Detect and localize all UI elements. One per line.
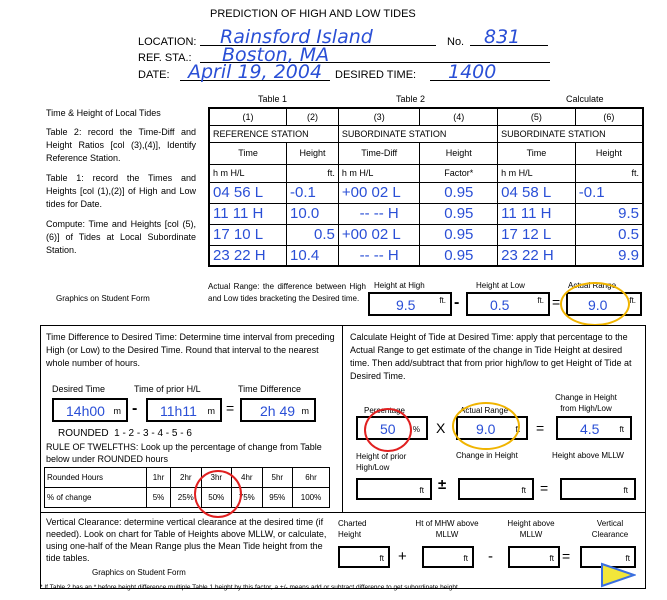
- unit-cell: ft.: [287, 164, 339, 182]
- prior-time-label: Time of prior H/L: [134, 384, 201, 394]
- subordinate-station-header-2: SUBORDINATE STATION: [498, 125, 643, 142]
- ref-value: Boston, MA: [222, 44, 330, 66]
- actual-range-value: 9.0: [588, 297, 608, 313]
- table-cell: 9.5: [575, 203, 643, 224]
- table-cell: Rounded Hours: [45, 468, 147, 488]
- height-at-high-value: 9.5: [396, 297, 416, 313]
- unit-label: ft: [515, 425, 520, 434]
- station-row: [209, 125, 643, 142]
- unit-cell: h m H/L: [498, 164, 576, 182]
- table-row: [209, 224, 643, 245]
- instructions-table1: Table 1: record the Times and Heights [col (1),(2)] of High and Low tides for Date.: [46, 173, 196, 209]
- plus-minus-sign: ±: [438, 476, 447, 493]
- equals-sign-4: =: [540, 480, 549, 496]
- change-in-height-label: Change in Height from High/Low: [555, 393, 617, 413]
- height-above-mllw-label: Height above MLLW: [552, 451, 624, 460]
- highlight-circle: [560, 282, 630, 326]
- table-cell: 0.95: [420, 224, 498, 245]
- unit-label: ft.: [537, 296, 544, 305]
- height-at-high-box[interactable]: [368, 292, 452, 316]
- calc-height-text: Calculate Height of Tide at Desired Time: apply that percentage to the Actual Range to get estimate of the change in Tide Height at desired time. Then add/subtract that from prior high/low to get Height of Tide at Desired Time.: [350, 332, 632, 381]
- actual-range-label-2: Actual Range: [460, 406, 509, 415]
- table-cell: 6hr: [293, 468, 330, 488]
- equals-sign-5: =: [562, 548, 571, 564]
- col-number: (6): [575, 108, 643, 125]
- sub-header: Height: [420, 142, 498, 164]
- table-cell: 0.95: [420, 203, 498, 224]
- plus-sign: +: [398, 548, 407, 565]
- instructions-title: Time & Height of Local Tides: [46, 108, 161, 118]
- table-cell: 0.5: [287, 224, 339, 245]
- table-cell: +00 02 L: [338, 224, 420, 245]
- mhw-label: Ht of MHW above MLLW: [415, 519, 479, 539]
- tides-table: [208, 107, 644, 267]
- desired-time-label: DESIRED TIME:: [335, 69, 417, 81]
- sub-header: Time-Diff: [338, 142, 420, 164]
- percent-unit: %: [412, 425, 420, 434]
- prior-high-low-box[interactable]: [356, 478, 432, 500]
- desired-time-value: 1400: [448, 61, 497, 83]
- charted-height-label: Charted Height: [338, 519, 367, 539]
- height-above-mllw-box[interactable]: [560, 478, 636, 500]
- table-cell: 23 22 H: [209, 245, 287, 266]
- highlight-circle: [364, 408, 412, 452]
- clearance-text: Vertical Clearance: determine vertical clearance at the desired time (if needed). Look on chart for Table of Heights above MLLW, or calculate, using one-half of the Mean Range plus the Mean Tide height from the tide tables.: [46, 517, 327, 563]
- table-cell: 10.0: [287, 203, 339, 224]
- instructions-table2: Table 2: record the Time-Diff and Height Ratios [col (3),(4)], Identify Reference Station.: [46, 127, 196, 163]
- unit-cell: h m H/L: [209, 164, 287, 182]
- time-difference-label: Time Difference: [238, 384, 302, 394]
- rounded-line: ROUNDED 1 - 2 - 3 - 4 - 5 - 6: [58, 428, 192, 439]
- section-divider: [342, 325, 343, 513]
- table-row: [45, 468, 330, 488]
- unit-label: ft: [625, 554, 630, 563]
- change-in-height-box[interactable]: [556, 416, 632, 440]
- group-header-calculate: Calculate: [566, 94, 604, 104]
- table-cell: 17 12 L: [498, 224, 576, 245]
- vertical-clearance-label: Vertical Clearance: [591, 519, 629, 539]
- unit-label: ft: [549, 554, 554, 563]
- highlight-circle: [194, 470, 242, 518]
- desired-time-box[interactable]: [52, 398, 128, 422]
- desired-time-box-value: 14h00: [66, 403, 105, 419]
- minutes-unit: m: [207, 406, 215, 416]
- rule-of-twelfths: RULE OF TWELFTHS: Look up the percentage of change from Table below under ROUNDED hours: [46, 442, 322, 464]
- date-field: [180, 61, 330, 81]
- table-cell: 0.5: [575, 224, 643, 245]
- h-above-mllw-box[interactable]: [508, 546, 560, 568]
- minus-sign-2: -: [132, 400, 138, 417]
- desired-time-label-2: Desired Time: [52, 384, 106, 394]
- footnote: * If Table 2 has an * before height difference multiple Table 1 height by this factor, a +/- means add or subtract difference to get subordinate height.: [40, 584, 460, 591]
- group-header-table1: Table 1: [258, 94, 288, 104]
- col-number: (1): [209, 108, 287, 125]
- unit-label: ft: [521, 486, 526, 495]
- table-cell: 95%: [262, 488, 293, 508]
- page-title: PREDICTION OF HIGH AND LOW TIDES: [210, 8, 416, 20]
- table-cell: -0.1: [575, 182, 643, 203]
- col-number: (5): [498, 108, 576, 125]
- table-cell: +00 02 L: [338, 182, 420, 203]
- table-cell: -- -- H: [338, 203, 420, 224]
- table-cell: 11 11 H: [209, 203, 287, 224]
- table-cell: -0.1: [287, 182, 339, 203]
- prior-time-box[interactable]: [146, 398, 222, 422]
- sub-header: Height: [575, 142, 643, 164]
- height-at-low-value: 0.5: [490, 297, 510, 313]
- table-cell: 25%: [171, 488, 202, 508]
- table-cell: 1hr: [147, 468, 171, 488]
- table-row: [209, 245, 643, 266]
- instructions-compute: Compute: Time and Heights [col (5),(6)] of Tides at Local Subordinate Station.: [46, 219, 196, 255]
- table-cell: -- -- H: [338, 245, 420, 266]
- unit-cell: h m H/L: [338, 164, 420, 182]
- table-cell: % of change: [45, 488, 147, 508]
- date-value: April 19, 2004: [188, 61, 323, 83]
- col-number: (2): [287, 108, 339, 125]
- sub-header: Time: [498, 142, 576, 164]
- height-at-low-box[interactable]: [466, 292, 550, 316]
- equals-sign-3: =: [536, 420, 545, 436]
- location-label: LOCATION:: [138, 36, 197, 48]
- table-cell: 0.95: [420, 182, 498, 203]
- height-at-high-label: Height at High: [374, 281, 425, 290]
- change-in-height-box-2[interactable]: [458, 478, 534, 500]
- table-cell: 50%: [201, 488, 232, 508]
- no-value: 831: [484, 26, 521, 48]
- table-cell: 23 22 H: [498, 245, 576, 266]
- next-arrow-icon[interactable]: [600, 562, 636, 588]
- table-cell: 9.9: [575, 245, 643, 266]
- reference-station-header: REFERENCE STATION: [209, 125, 338, 142]
- table-cell: 17 10 L: [209, 224, 287, 245]
- sub-header: Height: [287, 142, 339, 164]
- times-sign: X: [436, 420, 446, 436]
- col-number: (3): [338, 108, 420, 125]
- col-number-row: [209, 108, 643, 125]
- minutes-unit: m: [301, 406, 309, 416]
- minus-sign: -: [454, 294, 460, 311]
- table-row: [45, 488, 330, 508]
- table-cell: 2hr: [171, 468, 202, 488]
- location-field: [200, 26, 436, 46]
- unit-label: ft: [463, 554, 468, 563]
- equals-sign-2: =: [226, 400, 235, 416]
- unit-label: ft.: [439, 296, 446, 305]
- graphics-note-1: Graphics on Student Form: [56, 294, 150, 303]
- table-cell: 5hr: [262, 468, 293, 488]
- no-label: No.: [447, 36, 465, 48]
- time-diff-text: Time Difference to Desired Time: Determine time interval from preceding High (or Low) to the Desired Time. Round that interval to the nearest whole number of hours.: [46, 332, 335, 368]
- h-above-mllw-label: Height above MLLW: [507, 519, 555, 539]
- group-header-table2: Table 2: [396, 94, 426, 104]
- no-field: [470, 26, 548, 46]
- actual-range-text: Actual Range: the difference between High and Low tides bracketing the Desired time.: [208, 282, 366, 303]
- sub-header-row: [209, 142, 643, 164]
- table-cell: 04 56 L: [209, 182, 287, 203]
- minus-sign-3: -: [488, 548, 493, 565]
- unit-label: ft.: [629, 296, 636, 305]
- equals-sign: =: [552, 294, 561, 310]
- unit-label: ft: [419, 486, 424, 495]
- table-cell: 10.4: [287, 245, 339, 266]
- highlight-circle: [452, 402, 520, 450]
- table-cell: 3hr: [201, 468, 232, 488]
- section-divider-h: [40, 512, 646, 513]
- table-cell: 04 58 L: [498, 182, 576, 203]
- unit-label: ft: [623, 486, 628, 495]
- table-cell: 4hr: [232, 468, 263, 488]
- unit-cell: ft.: [575, 164, 643, 182]
- percentage-label: Percentage: [364, 406, 405, 415]
- unit-row: [209, 164, 643, 182]
- table-cell: 0.95: [420, 245, 498, 266]
- change-in-height-value: 4.5: [580, 421, 600, 437]
- time-difference-box[interactable]: [240, 398, 316, 422]
- ref-label: REF. STA.:: [138, 52, 192, 64]
- charted-height-box[interactable]: [338, 546, 390, 568]
- height-at-low-label: Height at Low: [476, 281, 525, 290]
- percentage-value: 50: [380, 421, 396, 437]
- sub-header: Time: [209, 142, 287, 164]
- col-number: (4): [420, 108, 498, 125]
- unit-label: ft: [619, 425, 624, 434]
- table-cell: 100%: [293, 488, 330, 508]
- unit-cell: Factor*: [420, 164, 498, 182]
- prior-high-low-label: Height of prior High/Low: [356, 452, 407, 472]
- change-in-height-label-2: Change in Height: [456, 451, 518, 460]
- rounded-hours-table: [44, 467, 330, 508]
- actual-range-label: Actual Range: [568, 281, 617, 290]
- location-value: Rainsford Island: [220, 26, 373, 48]
- unit-label: ft: [379, 554, 384, 563]
- table-cell: 75%: [232, 488, 263, 508]
- table-row: [209, 203, 643, 224]
- actual-range-value-2: 9.0: [476, 421, 496, 437]
- mhw-box[interactable]: [422, 546, 474, 568]
- graphics-note-2: Graphics on Student Form: [92, 568, 186, 577]
- desired-time-field: [430, 61, 550, 81]
- time-difference-value: 2h 49: [260, 403, 296, 419]
- table-row: [209, 182, 643, 203]
- table-cell: 11 11 H: [498, 203, 576, 224]
- date-label: DATE:: [138, 69, 170, 81]
- table-cell: 5%: [147, 488, 171, 508]
- prior-time-value: 11h11: [160, 403, 197, 419]
- minutes-unit: m: [113, 406, 121, 416]
- subordinate-station-header: SUBORDINATE STATION: [338, 125, 497, 142]
